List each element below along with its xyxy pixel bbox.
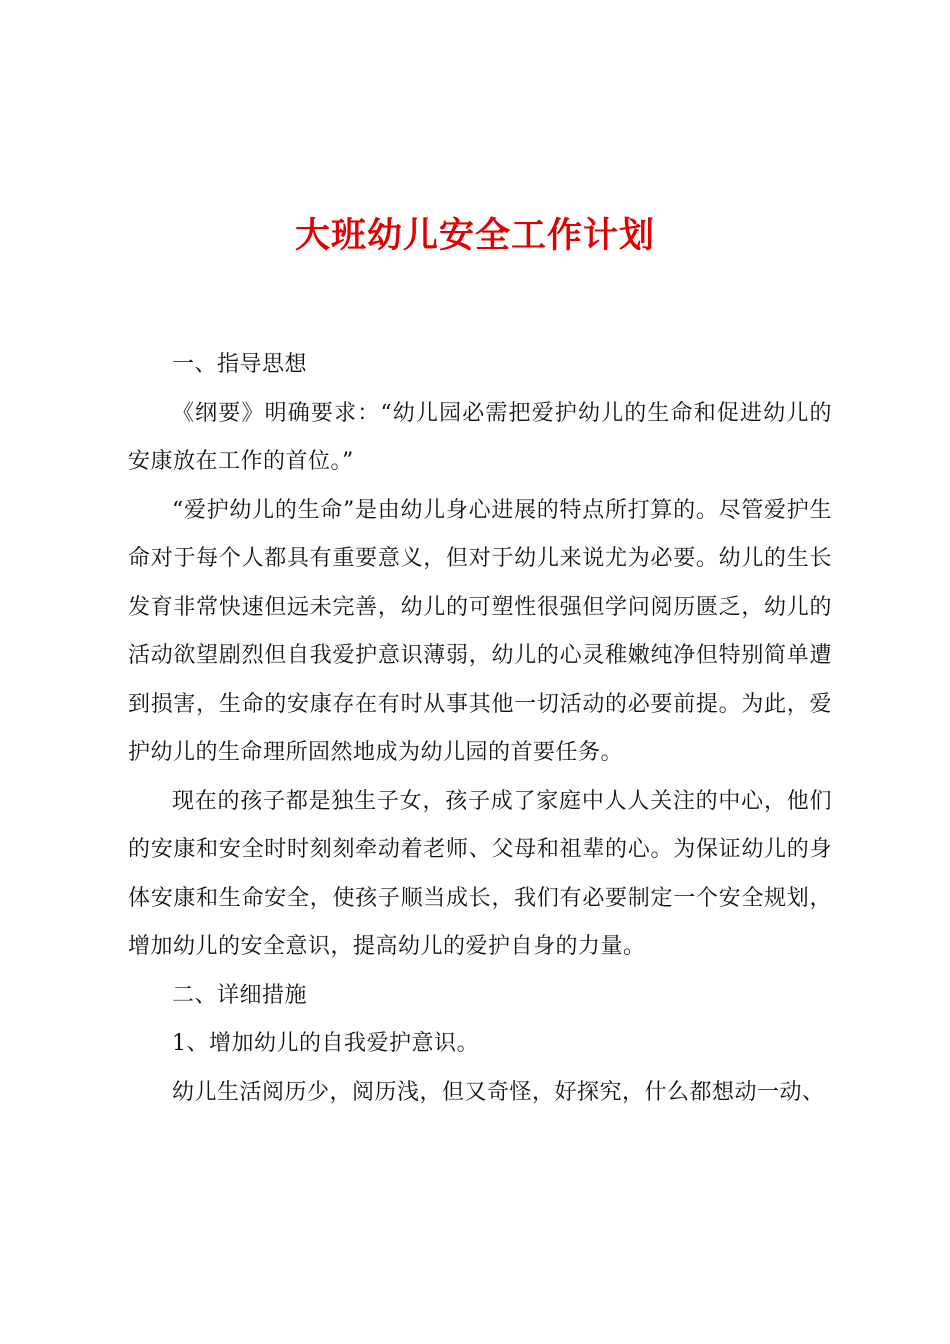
paragraph-only-children: 现在的孩子都是独生子女，孩子成了家庭中人人关注的中心，他们的安康和安全时时刻刻牵动着老师、父母和祖辈的心。为保证幼儿的身体安康和生命安全，使孩子顺当成长，我们有必要制定一个安全规划，增加幼儿的安全意识，提高幼儿的爱护自身的力量。 [128,788,832,959]
subheading-self-protection: 1、增加幼儿的自我爱护意识。 [172,1031,479,1056]
section-heading-measures: 二、详细措施 [172,982,308,1008]
paragraph-protect-life: “爱护幼儿的生命”是由幼儿身心进展的特点所打算的。尽管爱护生命对于每个人都具有重要意义，但对于幼儿来说尤为必要。幼儿的生长发育非常快速但远未完善，幼儿的可塑性很强但学问阅历匮乏，幼儿的活动欲望剧烈但自我爱护意识薄弱，幼儿的心灵稚嫩纯净但特别简单遭到损害，生命的安康存在有时从事其他一切活动的必要前提。为此，爱护幼儿的生命理所固然地成为幼儿园的首要任务。 [128,497,832,765]
paragraph-children-curiosity: 幼儿生活阅历少，阅历浅，但又奇怪，好探究，什么都想动一动、 [172,1079,825,1105]
paragraph-outline-requirement: 《纲要》明确要求：“幼儿园必需把爱护幼儿的生命和促进幼儿的安康放在工作的首位。” [128,400,832,474]
document-title: 大班幼儿安全工作计划 [294,216,655,256]
document-body [128,341,832,1117]
section-heading-guiding-thought: 一、指导思想 [172,352,308,377]
